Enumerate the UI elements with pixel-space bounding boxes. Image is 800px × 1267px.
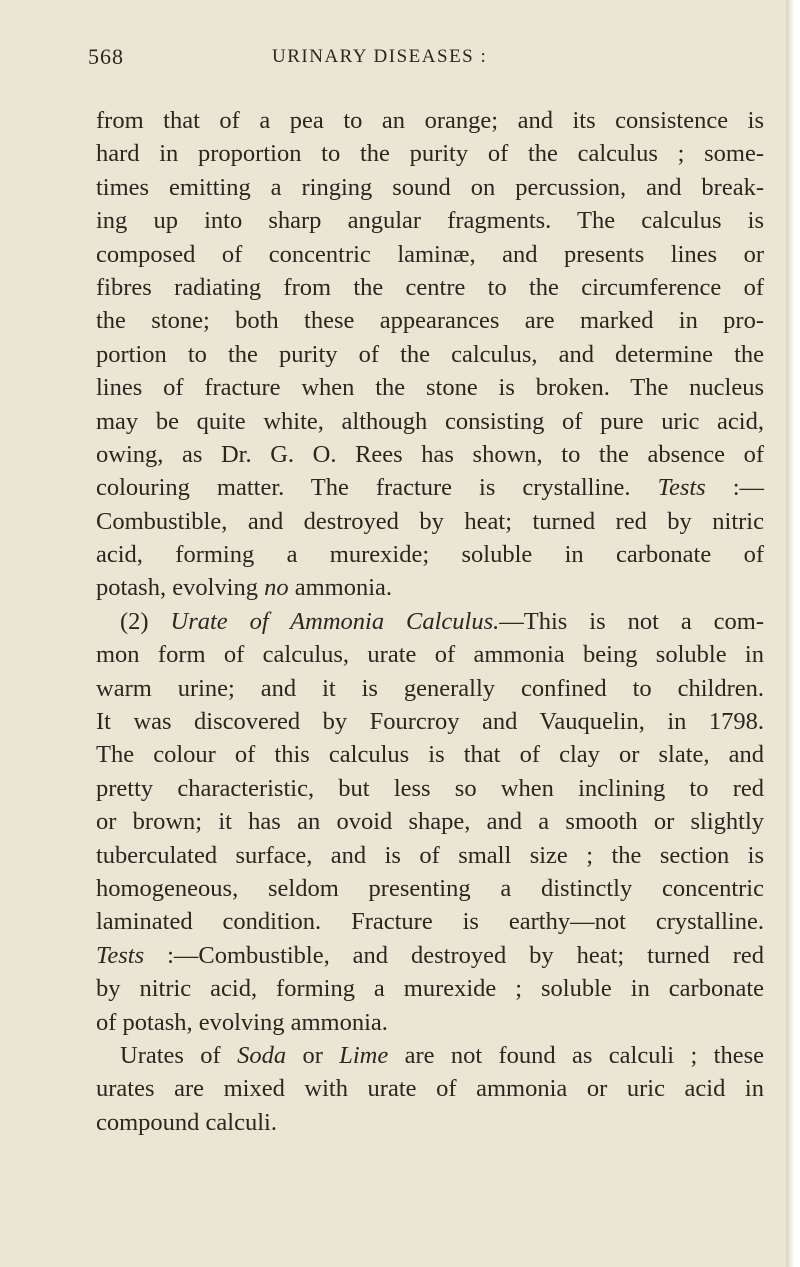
text-line bbox=[96, 304, 764, 337]
text-span: times emitting a ringing sound on percussion, and break- bbox=[96, 173, 764, 201]
text-span: from that of a pea to an orange; and its consistence is bbox=[96, 107, 764, 134]
text-span: It was discovered by Fourcroy and Vauquelin, in 1798. bbox=[96, 708, 764, 736]
page-header bbox=[0, 40, 786, 74]
text-line bbox=[96, 104, 764, 137]
text-line bbox=[96, 137, 764, 170]
text-span: may be quite white, although consisting of pure uric acid, bbox=[96, 407, 764, 435]
text-line bbox=[96, 905, 764, 938]
running-head: URINARY DISEASES : bbox=[272, 46, 488, 67]
text-span: compound calculi. bbox=[96, 1108, 277, 1136]
text-line bbox=[96, 571, 764, 604]
text-line bbox=[96, 939, 764, 972]
text-span: the stone; both these appearances are marked in pro- bbox=[96, 307, 764, 335]
text-span: of potash, evolving ammonia. bbox=[96, 1008, 388, 1036]
text-line bbox=[96, 238, 764, 271]
text-line bbox=[96, 672, 764, 705]
text-line bbox=[96, 371, 764, 404]
text-line bbox=[96, 605, 764, 638]
text-span: portion to the purity of the calculus, and determine the bbox=[96, 340, 764, 368]
text-span: The colour of this calculus is that of clay or slate, and bbox=[96, 741, 764, 769]
text-span: urates are mixed with urate of ammonia or uric acid in bbox=[96, 1075, 764, 1103]
text-line bbox=[96, 839, 764, 872]
text-span: mon form of calculus, urate of ammonia being soluble in bbox=[96, 641, 764, 669]
text-line bbox=[96, 471, 764, 504]
text-span: pretty characteristic, but less so when inclining to red bbox=[96, 774, 764, 802]
text-span: acid, forming a murexide; soluble in carbonate of bbox=[96, 541, 764, 569]
text-span: :— bbox=[705, 474, 765, 502]
text-span: Urates of bbox=[120, 1041, 238, 1069]
text-span: laminated condition. Fracture is earthy—not crystalline. bbox=[96, 908, 764, 936]
text-line bbox=[96, 872, 764, 905]
text-line bbox=[96, 738, 764, 771]
text-span: ammonia. bbox=[288, 574, 393, 602]
text-line bbox=[96, 638, 764, 671]
italic-text: Urate of Ammonia Calculus. bbox=[170, 607, 500, 635]
text-span: fibres radiating from the centre to the circumference of bbox=[96, 273, 764, 301]
italic-text: Tests bbox=[96, 941, 145, 969]
text-line bbox=[96, 171, 764, 204]
text-span: tuberculated surface, and is of small size ; the section is bbox=[96, 841, 764, 869]
page-number: 568 bbox=[88, 44, 124, 69]
text-span: composed of concentric laminæ, and presents lines or bbox=[96, 240, 764, 268]
text-span: by nitric acid, forming a murexide ; soluble in carbonate bbox=[96, 975, 764, 1003]
text-span: Combustible, and destroyed by heat; turned red by nitric bbox=[96, 507, 764, 535]
text-line bbox=[96, 772, 764, 805]
text-line bbox=[96, 1072, 764, 1105]
text-line bbox=[96, 505, 764, 538]
text-span: hard in proportion to the purity of the calculus ; some- bbox=[96, 140, 764, 168]
text-line bbox=[96, 271, 764, 304]
text-span: are not found as calculi ; these bbox=[388, 1041, 764, 1069]
text-span: or brown; it has an ovoid shape, and a smooth or slightly bbox=[96, 808, 764, 836]
text-span: ing up into sharp angular fragments. The calculus is bbox=[96, 207, 764, 235]
italic-text: no bbox=[264, 574, 289, 602]
text-span: or bbox=[286, 1041, 340, 1069]
text-span: homogeneous, seldom presenting a distinctly concentric bbox=[96, 874, 764, 902]
text-line bbox=[96, 338, 764, 371]
text-span: warm urine; and it is generally confined to children. bbox=[96, 674, 764, 702]
text-span: (2) bbox=[120, 607, 171, 635]
body-text bbox=[96, 104, 764, 1139]
text-line bbox=[96, 1006, 764, 1039]
text-line bbox=[96, 705, 764, 738]
text-span: lines of fracture when the stone is broken. The nucleus bbox=[96, 374, 764, 402]
italic-text: Soda bbox=[237, 1041, 287, 1069]
text-line bbox=[96, 405, 764, 438]
text-line bbox=[96, 438, 764, 471]
text-line bbox=[96, 972, 764, 1005]
page-edge bbox=[786, 0, 800, 1267]
text-line bbox=[96, 204, 764, 237]
text-span: :—Combustible, and destroyed by heat; turned red bbox=[144, 941, 764, 969]
text-span: —This is not a com- bbox=[499, 607, 764, 635]
text-line bbox=[96, 805, 764, 838]
text-span: potash, evolving bbox=[96, 574, 265, 602]
text-line bbox=[96, 1106, 764, 1139]
text-span: owing, as Dr. G. O. Rees has shown, to the absence of bbox=[96, 440, 764, 468]
text-span: colouring matter. The fracture is crystalline. bbox=[96, 474, 658, 502]
text-line bbox=[96, 538, 764, 571]
text-line bbox=[96, 1039, 764, 1072]
italic-text: Lime bbox=[339, 1041, 389, 1069]
italic-text: Tests bbox=[657, 474, 706, 502]
